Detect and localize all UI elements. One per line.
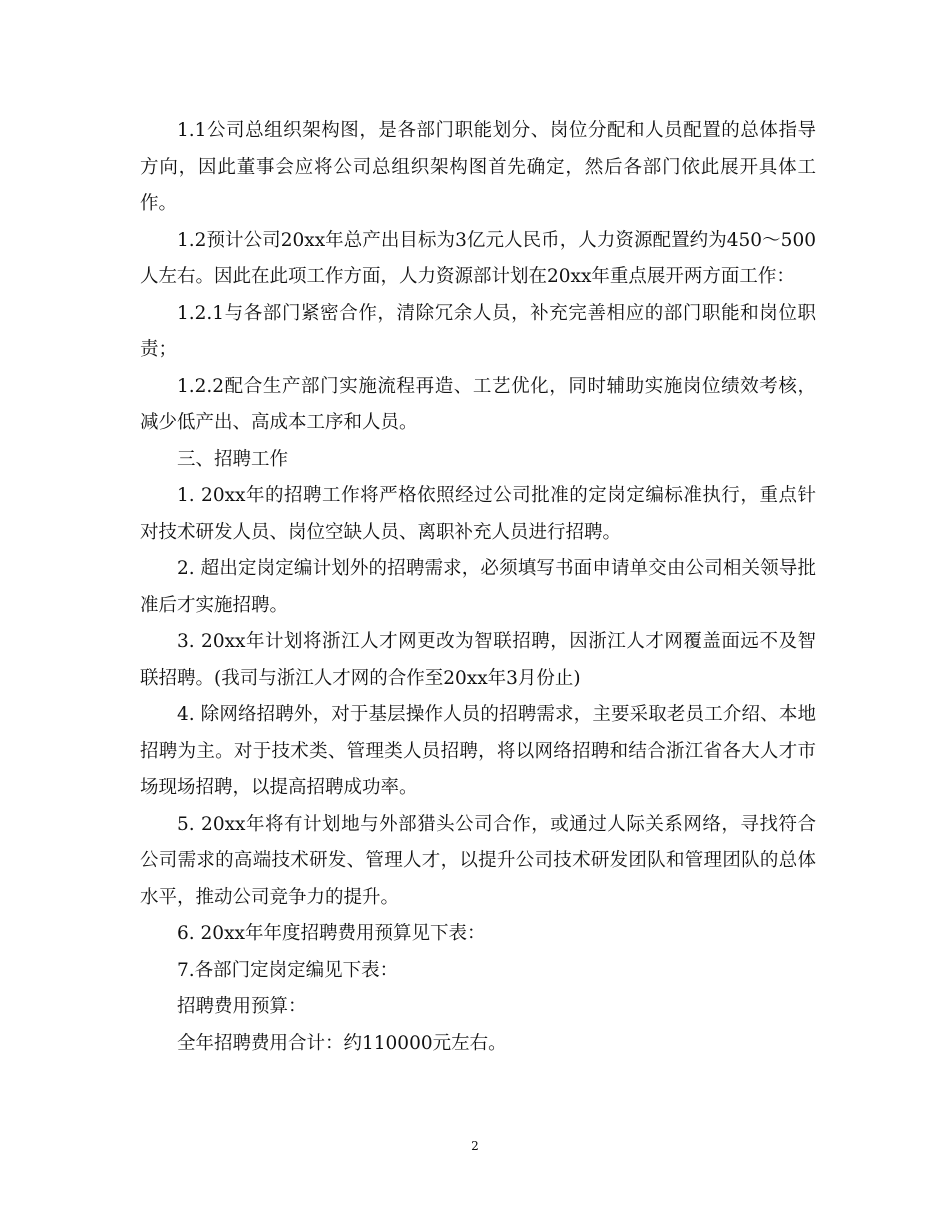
paragraph-1-2-output-target: 1.2预计公司20xx年总产出目标为3亿元人民币，人力资源配置约为450～500人左右。因此在此项工作方面，人力资源部计划在20xx年重点展开两方面工作： <box>140 229 816 287</box>
section-heading-recruitment: 三、招聘工作 <box>177 448 289 470</box>
paragraph-1-1-org-chart: 1.1公司总组织架构图，是各部门职能划分、岗位分配和人员配置的总体指导方向，因此董事会应将公司总组织架构图首先确定，然后各部门依此展开具体工作。 <box>140 120 816 214</box>
recruitment-item-7: 7.各部门定岗定编见下表： <box>177 959 399 981</box>
document-body <box>140 113 816 1062</box>
recruitment-item-2: 2. 超出定岗定编计划外的招聘需求，必须填写书面申请单交由公司相关领导批准后才实施招聘。 <box>140 558 816 616</box>
recruitment-item-4: 4. 除网络招聘外，对于基层操作人员的招聘需求，主要采取老员工介绍、本地招聘为主。对于技术类、管理类人员招聘，将以网络招聘和结合浙江省各大人才市场现场招聘，以提高招聘成功率。 <box>140 704 816 798</box>
budget-total: 全年招聘费用合计：约110000元左右。 <box>177 1032 507 1054</box>
paragraph-1-2-2-process: 1.2.2配合生产部门实施流程再造、工艺优化，同时辅助实施岗位绩效考核，减少低产出、高成本工序和人员。 <box>140 375 816 433</box>
budget-label: 招聘费用预算： <box>177 996 307 1017</box>
recruitment-item-1: 1. 20xx年的招聘工作将严格依照经过公司批准的定岗定编标准执行，重点针对技术研发人员、岗位空缺人员、离职补充人员进行招聘。 <box>140 485 816 543</box>
paragraph-1-2-1-cooperation: 1.2.1与各部门紧密合作，清除冗余人员，补充完善相应的部门职能和岗位职责； <box>140 302 816 360</box>
page-number: 2 <box>471 1139 479 1153</box>
recruitment-item-5: 5. 20xx年将有计划地与外部猎头公司合作，或通过人际关系网络，寻找符合公司需求的高端技术研发、管理人才，以提升公司技术研发团队和管理团队的总体水平，推动公司竞争力的提升。 <box>140 813 816 908</box>
recruitment-item-6: 6. 20xx年年度招聘费用预算见下表： <box>177 923 486 944</box>
recruitment-item-3: 3. 20xx年计划将浙江人才网更改为智联招聘，因浙江人才网覆盖面远不及智联招聘。(我司与浙江人才网的合作至20xx年3月份止) <box>140 631 816 689</box>
